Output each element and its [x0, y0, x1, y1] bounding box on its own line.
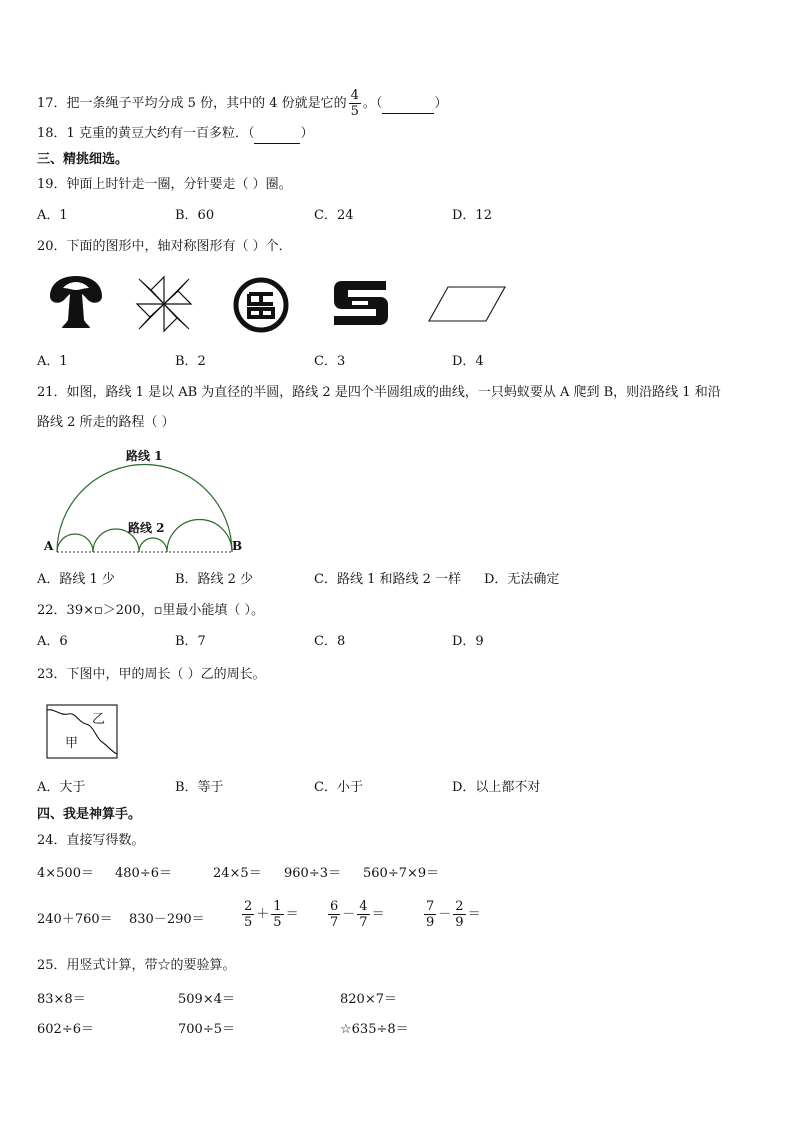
- question-24: 24．直接写得数。: [37, 833, 145, 848]
- q18-close: ）: [300, 126, 314, 141]
- q17-numerator: 4: [350, 88, 359, 103]
- frac1-b: 5: [244, 915, 253, 930]
- frac2-eq: ＝: [371, 907, 385, 922]
- route-2-label: 路线 2: [128, 521, 165, 535]
- q21-option-b[interactable]: B．路线 2 少: [175, 572, 254, 587]
- calc-item: 560÷7×9＝: [363, 866, 440, 881]
- frac1-d: 5: [273, 915, 282, 930]
- q22-option-b[interactable]: B．7: [175, 634, 206, 649]
- q17-denominator: 5: [350, 104, 359, 119]
- question-23: 23．下图中，甲的周长（ ）乙的周长。: [37, 667, 266, 682]
- q17-text: 17．把一条绳子平均分成 5 份，其中的 4 份就是它的: [37, 96, 347, 111]
- q17-answer-blank[interactable]: [382, 95, 434, 114]
- calc-item: 830－290＝: [129, 912, 205, 927]
- question-22: 22．39×▫＞200，▫里最小能填（ ）。: [37, 603, 265, 618]
- frac1-c: 1: [273, 899, 282, 914]
- q23-option-c[interactable]: C．小于: [314, 780, 363, 795]
- point-a-label: A: [44, 539, 54, 553]
- q22-option-c[interactable]: C．8: [314, 634, 346, 649]
- q17-fraction: [349, 88, 361, 119]
- question-21-line2: 路线 2 所走的路程（ ）: [37, 415, 175, 430]
- q21-option-a[interactable]: A．路线 1 少: [37, 572, 115, 587]
- q20-option-a[interactable]: A．1: [37, 354, 68, 369]
- q17-close: ）: [434, 96, 448, 111]
- frac3-b: 9: [426, 915, 435, 930]
- frac2-b: 7: [330, 915, 339, 930]
- question-18: [37, 125, 313, 144]
- route-1-label: 路线 1: [126, 449, 163, 463]
- frac2-op: －: [342, 907, 356, 922]
- frac1-eq: ＝: [285, 907, 299, 922]
- figure-bank-logo-icon: [232, 276, 290, 334]
- q23-option-d[interactable]: D．以上都不对: [452, 780, 541, 795]
- figure-mushroom-icon: [48, 274, 104, 330]
- section-4-heading: 四、我是神算手。: [37, 807, 142, 822]
- frac3-c: 2: [455, 899, 464, 914]
- q19-option-a[interactable]: A．1: [37, 208, 68, 223]
- q23-rectangle-figure: [46, 704, 120, 760]
- q20-option-c[interactable]: C．3: [314, 354, 346, 369]
- calc-item: 83×8＝: [37, 992, 86, 1007]
- calc-item: 820×7＝: [340, 992, 397, 1007]
- q20-option-b[interactable]: B．2: [175, 354, 206, 369]
- question-20: 20．下面的图形中，轴对称图形有（ ）个．: [37, 239, 292, 254]
- figure-s-logo-icon: [332, 279, 390, 327]
- figure-pinwheel-icon: [135, 275, 193, 333]
- calc-item: 602÷6＝: [37, 1022, 94, 1037]
- fraction-expression-3: [422, 899, 481, 930]
- question-21-line1: 21．如图，路线 1 是以 AB 为直径的半圆，路线 2 是四个半圆组成的曲线，一只蚂蚁要从 A 爬到 B，则沿路线 1 和沿: [37, 385, 721, 400]
- frac2-c: 4: [359, 899, 368, 914]
- q23-option-a[interactable]: A．大于: [37, 780, 86, 795]
- frac3-eq: ＝: [467, 907, 481, 922]
- question-19: 19．钟面上时针走一圈，分针要走（ ）圈。: [37, 177, 292, 192]
- frac3-d: 9: [455, 915, 464, 930]
- q23-option-b[interactable]: B．等于: [175, 780, 224, 795]
- calc-item: 4×500＝: [37, 866, 94, 881]
- question-25: 25．用竖式计算，带☆的要验算。: [37, 958, 236, 973]
- fraction-expression-2: [326, 899, 385, 930]
- figure-parallelogram-icon: [426, 285, 508, 325]
- q21-option-c[interactable]: C．路线 1 和路线 2 一样: [314, 572, 462, 587]
- calc-item: ☆635÷8＝: [340, 1022, 409, 1037]
- frac3-a: 7: [426, 899, 435, 914]
- calc-item: 480÷6＝: [115, 866, 172, 881]
- q20-option-d[interactable]: D．4: [452, 354, 484, 369]
- frac2-d: 7: [359, 915, 368, 930]
- jia-label: 甲: [65, 736, 79, 751]
- yi-label: 乙: [92, 712, 106, 727]
- q22-option-a[interactable]: A．6: [37, 634, 68, 649]
- q19-option-b[interactable]: B．60: [175, 208, 215, 223]
- calc-item: 509×4＝: [178, 992, 235, 1007]
- q18-answer-blank[interactable]: [254, 125, 300, 144]
- q19-option-d[interactable]: D．12: [452, 208, 492, 223]
- frac2-a: 6: [330, 899, 339, 914]
- frac1-a: 2: [244, 899, 253, 914]
- q17-tail: 。（: [362, 96, 383, 111]
- frac3-op: －: [438, 907, 452, 922]
- q18-text: 18．1 克重的黄豆大约有一百多粒．（: [37, 126, 255, 141]
- q22-option-d[interactable]: D．9: [452, 634, 484, 649]
- calc-item: 700÷5＝: [178, 1022, 235, 1037]
- calc-item: 240＋760＝: [37, 912, 113, 927]
- q19-option-c[interactable]: C．24: [314, 208, 354, 223]
- fraction-expression-1: [240, 899, 299, 930]
- frac1-op: ＋: [256, 907, 270, 922]
- calc-item: 24×5＝: [213, 866, 262, 881]
- question-17: [37, 88, 447, 119]
- point-b-label: B: [232, 539, 243, 553]
- calc-item: 960÷3＝: [284, 866, 341, 881]
- section-3-heading: 三、精挑细选。: [37, 152, 129, 167]
- q21-option-d[interactable]: D．无法确定: [484, 572, 560, 587]
